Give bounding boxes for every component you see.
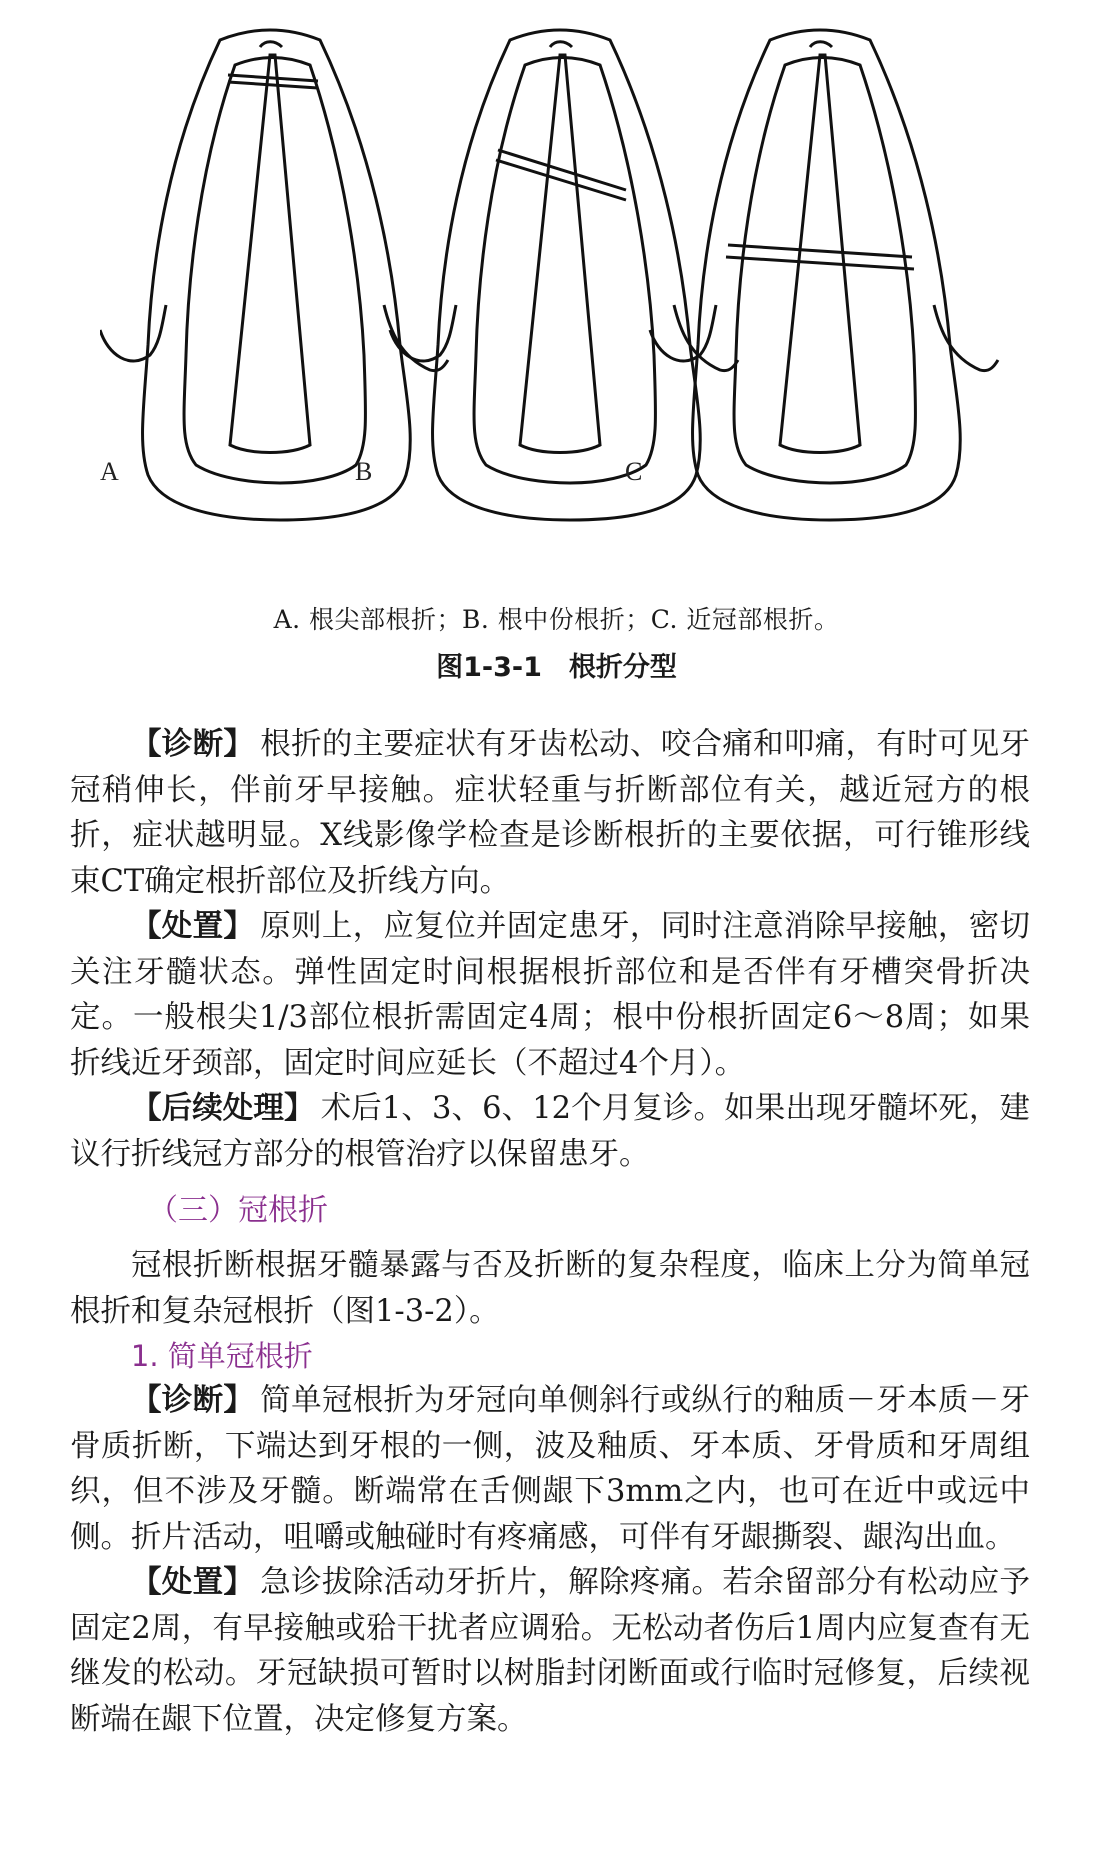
figure-title: 图1-3-1 根折分型 (436, 652, 677, 683)
section-heading-crown-root-fracture: （三）冠根折 (148, 1193, 328, 1228)
subsection-heading-simple: 1. 简单冠根折 (130, 1339, 313, 1373)
text-simple-diagnosis: 简单冠根折为牙冠向单侧斜行或纵行的釉质－牙本质－牙骨质折断，下端达到牙根的一侧，波及釉质、牙本质、牙骨质和牙周组织，但不涉及牙髓。断端常在舌侧龈下3mm之内，也可在近中或远中侧。折片活动，咀嚼或触碰时有疼痛感，可伴有牙龈撕裂、龈沟出血。 (70, 1383, 1031, 1555)
paragraph-treatment (70, 904, 1030, 1086)
text-simple-treatment: 急诊拔除活动牙折片，解除疼痛。若余留部分有松动应予固定2周，有早接触或𬌗干扰者应调𬌗。无松动者伤后1周内应复查有无继发的松动。牙冠缺损可暂时以树脂封闭断面或行临时冠修复，后续视断端在龈下位置，决定修复方案。 (70, 1565, 1031, 1737)
paragraph-diagnosis (70, 722, 1030, 904)
fracture-line-b (496, 150, 626, 200)
paragraph-followup (70, 1086, 1030, 1177)
paragraph-simple-diagnosis (70, 1378, 1030, 1560)
fracture-line-c (726, 245, 914, 269)
text-treatment: 原则上，应复位并固定患牙，同时注意消除早接触，密切关注牙髓状态。弹性固定时间根据根折部位和是否伴有牙槽突骨折决定。一般根尖1/3部位根折需固定4周；根中份根折固定6～8周；如果折线近牙颈部，固定时间应延长（不超过4个月）。 (70, 909, 1031, 1081)
panel-letter-b: B (355, 457, 373, 486)
paragraph-simple-treatment (70, 1560, 1030, 1742)
document-body (70, 722, 1030, 1742)
text-followup: 术后1、3、6、12个月复诊。如果出现牙髓坏死，建议行折线冠方部分的根管治疗以保留患牙。 (70, 1091, 1031, 1172)
fracture-line-a (228, 75, 318, 88)
label-treatment: 【处置】 (131, 909, 255, 944)
paragraph-intro: 冠根折断根据牙髓暴露与否及折断的复杂程度，临床上分为简单冠根折和复杂冠根折（图1-3-2）。 (70, 1248, 1030, 1329)
figure-subcaption: A. 根尖部根折；B. 根中份根折；C. 近冠部根折。 (273, 605, 840, 634)
label-followup: 【后续处理】 (131, 1091, 315, 1126)
tooth-panel-a (100, 30, 448, 520)
panel-letter-a: A (100, 457, 119, 486)
label-diagnosis: 【诊断】 (131, 727, 255, 762)
label-simple-diagnosis: 【诊断】 (131, 1383, 255, 1418)
label-simple-treatment: 【处置】 (131, 1565, 255, 1600)
tooth-panel-b (355, 30, 738, 520)
root-fracture-figure (100, 25, 1000, 585)
text-diagnosis: 根折的主要症状有牙齿松动、咬合痛和叩痛，有时可见牙冠稍伸长，伴前牙早接触。症状轻重与折断部位有关，越近冠方的根折，症状越明显。X线影像学检查是诊断根折的主要依据，可行锥形线束CT确定根折部位及折线方向。 (70, 727, 1031, 899)
panel-letter-c: C (625, 457, 643, 486)
